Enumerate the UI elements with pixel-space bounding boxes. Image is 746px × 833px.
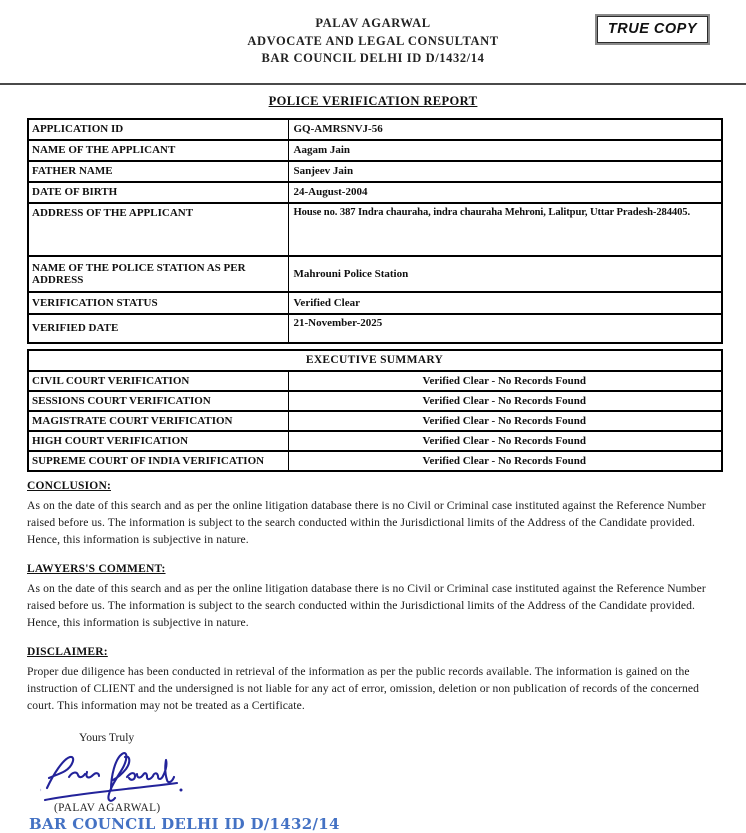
row-label: MAGISTRATE COURT VERIFICATION (28, 411, 288, 431)
row-label: ADDRESS OF THE APPLICANT (28, 203, 288, 256)
advocate-title: ADVOCATE AND LEGAL CONSULTANT (0, 33, 746, 51)
row-value: House no. 387 Indra chauraha, indra chauraha Mehroni, Lalitpur, Uttar Pradesh-284405. (288, 203, 722, 256)
conclusion-body: As on the date of this search and as per the online litigation database there is no Civil or Criminal case instituted against the Reference Number raised before us. The information is subject to the search conducted within the Jurisdictional limits of the Address of the Candidate provided. Hence, this information is subjective in nature. (27, 497, 720, 548)
row-value: Verified Clear - No Records Found (288, 451, 722, 471)
table-row (28, 292, 722, 314)
lawyers-comment-body: As on the date of this search and as per the online litigation database there is no Civil or Criminal case instituted against the Reference Number raised before us. The information is subject to the search conducted within the Jurisdictional limits of the Address of the Candidate provided. Hence, this information is subjective in nature. (27, 580, 720, 631)
executive-summary-header: EXECUTIVE SUMMARY (28, 350, 722, 371)
advocate-name: PALAV AGARWAL (0, 15, 746, 33)
row-value: Verified Clear - No Records Found (288, 391, 722, 411)
row-value: Mahrouni Police Station (288, 256, 722, 292)
row-label: NAME OF THE POLICE STATION AS PER ADDRESS (28, 256, 288, 292)
executive-summary-header-row (28, 350, 722, 371)
disclaimer-section (27, 646, 720, 714)
letterhead-divider (0, 83, 746, 85)
table-row (28, 314, 722, 343)
table-row (28, 411, 722, 431)
row-label: FATHER NAME (28, 161, 288, 182)
table-row (28, 182, 722, 203)
row-value: 24-August-2004 (288, 182, 722, 203)
row-value: Aagam Jain (288, 140, 722, 161)
signature-ink-strokes (40, 748, 190, 804)
disclaimer-heading: DISCLAIMER: (27, 646, 720, 658)
row-value: 21-November-2025 (288, 314, 722, 343)
true-copy-stamp (597, 16, 708, 43)
table-row (28, 203, 722, 256)
salutation: Yours Truly (79, 731, 746, 744)
table-row (28, 161, 722, 182)
row-label: SUPREME COURT OF INDIA VERIFICATION (28, 451, 288, 471)
table-row (28, 431, 722, 451)
row-label: VERIFIED DATE (28, 314, 288, 343)
row-label: NAME OF THE APPLICANT (28, 140, 288, 161)
table-row (28, 256, 722, 292)
row-label: CIVIL COURT VERIFICATION (28, 371, 288, 391)
row-label: HIGH COURT VERIFICATION (28, 431, 288, 451)
row-value: Sanjeev Jain (288, 161, 722, 182)
executive-summary-table (27, 349, 723, 472)
conclusion-section (27, 480, 720, 548)
row-value: Verified Clear - No Records Found (288, 371, 722, 391)
handwritten-signature (40, 748, 746, 804)
table-row (28, 119, 722, 140)
table-row (28, 391, 722, 411)
disclaimer-body: Proper due diligence has been conducted in retrieval of the information as per the public records available. The information is gained on the instruction of CLIENT and the undersigned is not liable for any act of error, omission, deletion or non publication of records of the concerned court. This information may not be treated as a Certificate. (27, 663, 720, 714)
lawyers-comment-section (27, 563, 720, 631)
applicant-details-table (27, 118, 723, 344)
lawyers-comment-heading: LAWYERS'S COMMENT: (27, 563, 720, 575)
row-value: Verified Clear - No Records Found (288, 431, 722, 451)
table-row (28, 451, 722, 471)
row-label: VERIFICATION STATUS (28, 292, 288, 314)
signatory-name: (PALAV AGARWAL) (54, 802, 746, 814)
true-copy-stamp-label: TRUE COPY (608, 21, 697, 37)
letterhead-bar-council-id: BAR COUNCIL DELHI ID D/1432/14 (0, 50, 746, 68)
row-value: Verified Clear - No Records Found (288, 411, 722, 431)
row-value: GQ-AMRSNVJ-56 (288, 119, 722, 140)
row-value: Verified Clear (288, 292, 722, 314)
document-title: POLICE VERIFICATION REPORT (0, 94, 746, 109)
row-label: SESSIONS COURT VERIFICATION (28, 391, 288, 411)
row-label: APPLICATION ID (28, 119, 288, 140)
footer-bar-council-id: BAR COUNCIL DELHI ID D/1432/14 (29, 815, 746, 833)
table-row (28, 371, 722, 391)
row-label: DATE OF BIRTH (28, 182, 288, 203)
table-row (28, 140, 722, 161)
conclusion-heading: CONCLUSION: (27, 480, 720, 492)
